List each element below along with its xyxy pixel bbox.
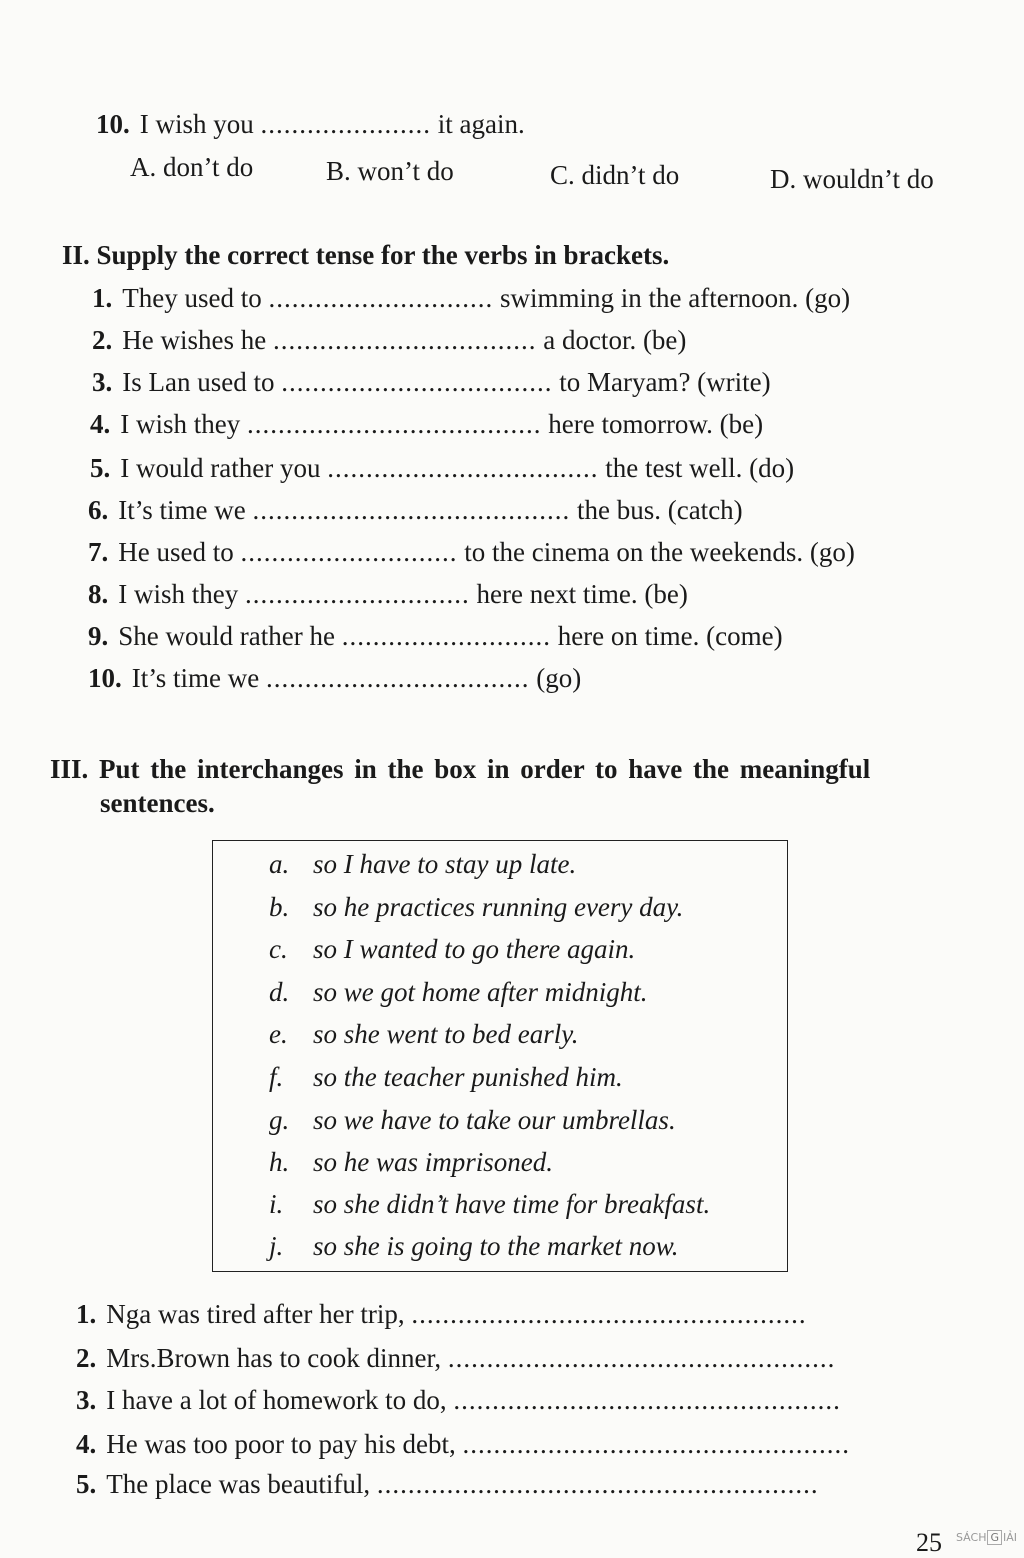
section-2-heading: II. Supply the correct tense for the verbs in brackets. bbox=[62, 240, 670, 270]
q10-before: I wish you bbox=[139, 109, 254, 139]
box-item-g: g. so we have to take our umbrellas. bbox=[269, 1105, 676, 1135]
answer-options-box bbox=[212, 840, 788, 1272]
q10-option-a: A. don’t do bbox=[130, 152, 254, 182]
q10-blank: ...................... bbox=[260, 109, 431, 139]
s2-item-3: 3. Is Lan used to ................................... to Maryam? (write) bbox=[92, 367, 771, 397]
s2-item-9: 9. She would rather he ........................... here on time. (come) bbox=[88, 621, 783, 651]
box-item-d: d. so we got home after midnight. bbox=[269, 977, 648, 1007]
s2-item-1: 1. They used to ............................. swimming in the afternoon. (go) bbox=[92, 283, 851, 313]
box-item-a: a. so I have to stay up late. bbox=[269, 849, 577, 879]
q10-option-c: C. didn’t do bbox=[550, 160, 680, 190]
s2-item-7: 7. He used to ............................ to the cinema on the weekends. (go) bbox=[88, 537, 855, 567]
s3-item-1: 1. Nga was tired after her trip, ................................................... bbox=[76, 1299, 807, 1329]
box-item-c: c. so I wanted to go there again. bbox=[269, 934, 636, 964]
s3-item-3: 3. I have a lot of homework to do, .................................................. bbox=[76, 1385, 841, 1415]
q10-option-b: B. won’t do bbox=[326, 156, 454, 186]
box-item-i: i. so she didn’t have time for breakfast. bbox=[269, 1189, 711, 1219]
page-number: 25 bbox=[916, 1528, 942, 1557]
s2-item-10: 10. It’s time we .................................. (go) bbox=[88, 663, 582, 693]
s2-item-8: 8. I wish they ............................. here next time. (be) bbox=[88, 579, 688, 609]
s2-item-2: 2. He wishes he .................................. a doctor. (be) bbox=[92, 325, 687, 355]
box-item-f: f. so the teacher punished him. bbox=[269, 1062, 623, 1092]
box-item-h: h. so he was imprisoned. bbox=[269, 1147, 554, 1177]
box-item-j: j. so she is going to the market now. bbox=[269, 1231, 679, 1261]
section-3-heading-line2: sentences. bbox=[100, 788, 215, 818]
s3-item-2: 2. Mrs.Brown has to cook dinner, .................................................. bbox=[76, 1343, 836, 1373]
q10-option-d: D. wouldn’t do bbox=[770, 164, 934, 194]
section-3-heading-line1: III. Put the interchanges in the box in order to have the meaningful bbox=[50, 754, 871, 784]
s2-item-4: 4. I wish they ...................................... here tomorrow. (be) bbox=[90, 409, 764, 439]
publisher-logo: SÁCH G IẢI bbox=[956, 1531, 1018, 1544]
s3-item-4: 4. He was too poor to pay his debt, .................................................. bbox=[76, 1429, 850, 1459]
box-item-e: e. so she went to bed early. bbox=[269, 1019, 579, 1049]
box-item-b: b. so he practices running every day. bbox=[269, 892, 684, 922]
q10-after: it again. bbox=[437, 109, 525, 139]
s2-item-5: 5. I would rather you ................................... the test well. (do) bbox=[90, 453, 795, 483]
q10-number: 10. bbox=[96, 109, 130, 139]
s2-item-6: 6. It’s time we ......................................... the bus. (catch) bbox=[88, 495, 743, 525]
s3-item-5: 5. The place was beautiful, ......................................................... bbox=[76, 1469, 819, 1499]
q10-line bbox=[96, 108, 525, 140]
